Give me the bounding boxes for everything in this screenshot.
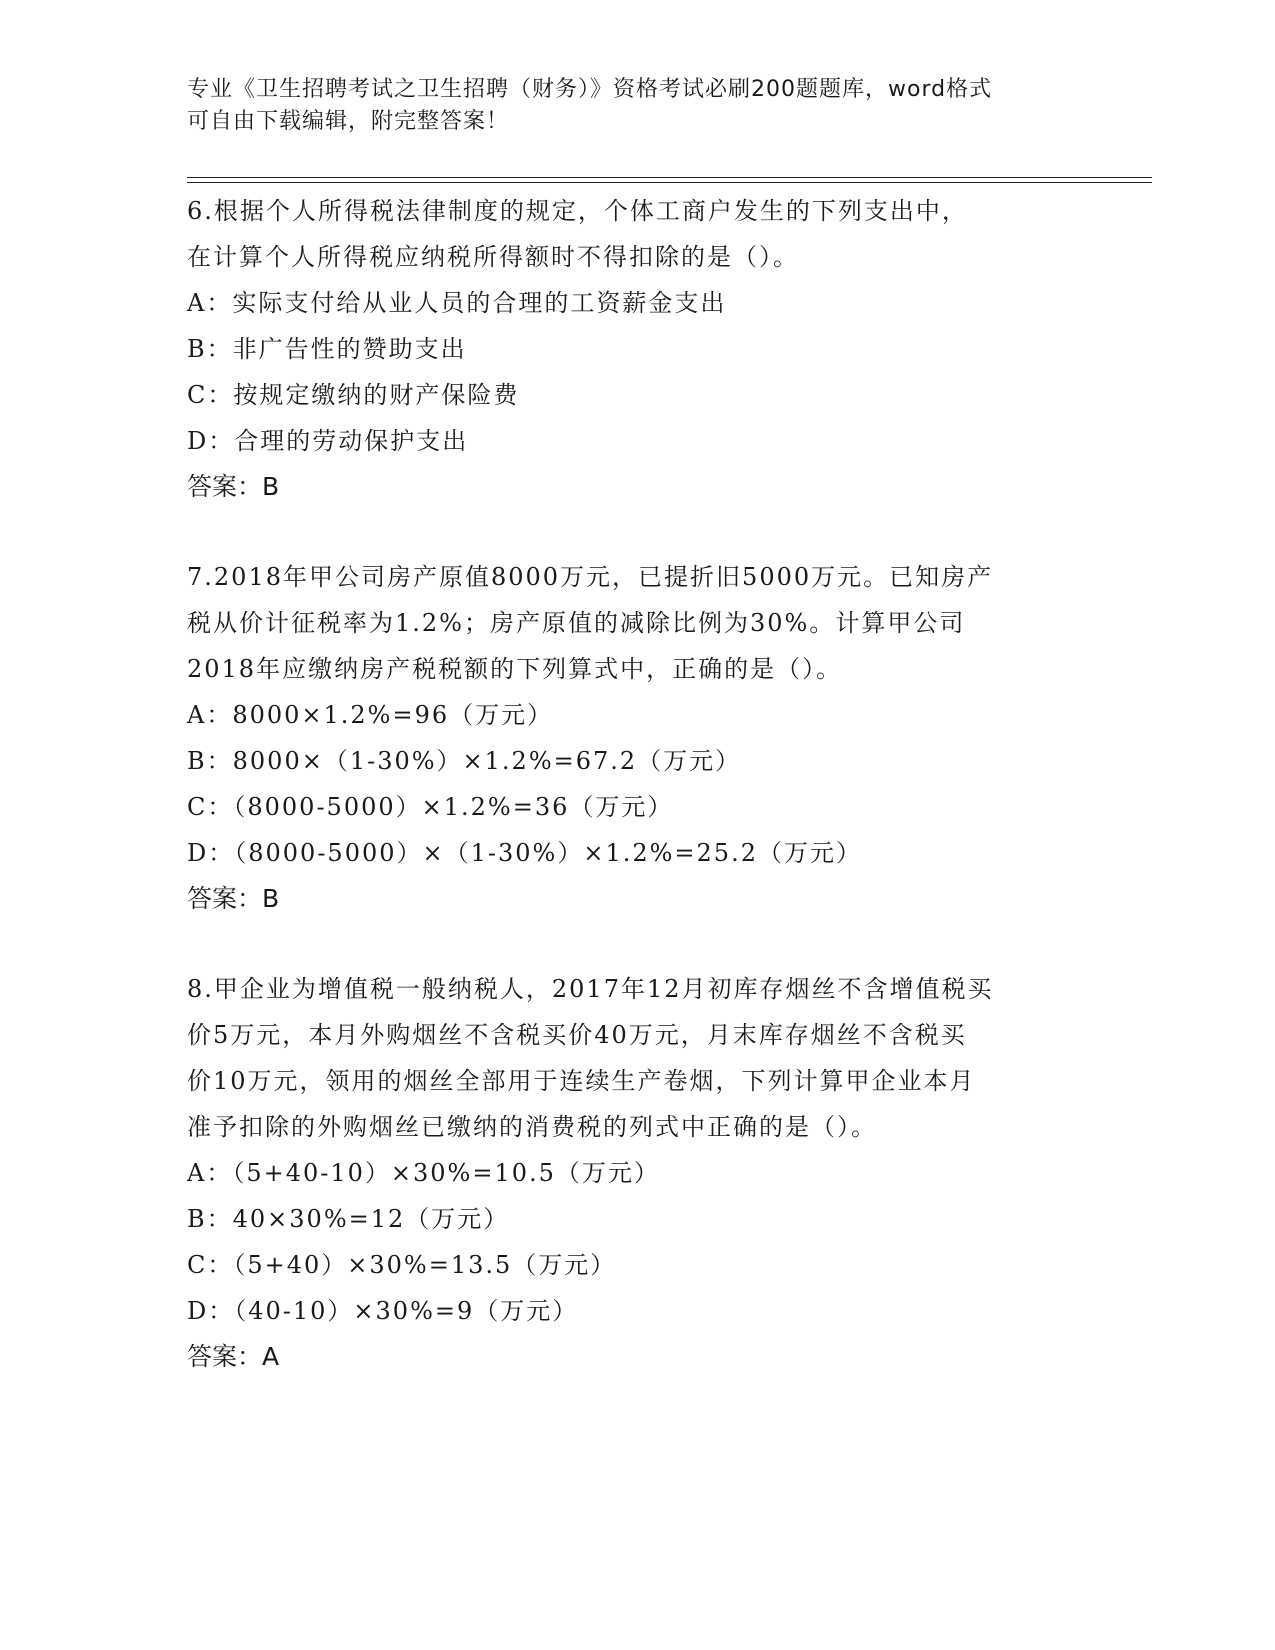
header-divider-bottom (187, 182, 1152, 183)
question-stem-line: 6.根据个人所得税法律制度的规定，个体工商户发生的下列支出中， (187, 197, 968, 225)
option-a: A：8000×1.2%=96（万元） (187, 701, 554, 729)
option-d: D：（8000-5000）×（1-30%）×1.2%=25.2（万元） (187, 839, 862, 867)
question-7 (187, 554, 1087, 922)
question-6 (187, 188, 1087, 510)
option-a: A：实际支付给从业人员的合理的工资薪金支出 (187, 289, 727, 317)
question-stem-line: 税从价计征税率为1.2%；房产原值的减除比例为30%。计算甲公司 (187, 609, 966, 637)
document-header (187, 74, 1087, 138)
question-stem-line: 7.2018年甲公司房产原值8000万元，已提折旧5000万元。已知房产 (187, 563, 994, 591)
option-b: B：8000×（1-30%）×1.2%=67.2（万元） (187, 747, 742, 775)
answer-line: 答案：B (187, 472, 280, 501)
option-b: B：40×30%=12（万元） (187, 1205, 510, 1233)
question-8 (187, 966, 1087, 1380)
header-divider-top (187, 177, 1152, 178)
answer-line: 答案：B (187, 884, 280, 913)
answer-line: 答案：A (187, 1342, 280, 1371)
question-stem-line: 价5万元，本月外购烟丝不含税买价40万元，月末库存烟丝不含税买 (187, 1021, 967, 1049)
option-d: D：（40-10）×30%=9（万元） (187, 1297, 579, 1325)
question-stem-line: 准予扣除的外购烟丝已缴纳的消费税的列式中正确的是（）。 (187, 1113, 877, 1141)
question-stem-line: 价10万元，领用的烟丝全部用于连续生产卷烟，下列计算甲企业本月 (187, 1067, 976, 1095)
question-stem-line: 8.甲企业为增值税一般纳税人，2017年12月初库存烟丝不含增值税买 (187, 975, 994, 1003)
header-line-2: 可自由下载编辑，附完整答案！ (187, 109, 510, 134)
option-c: C：（8000-5000）×1.2%=36（万元） (187, 793, 674, 821)
option-d: D：合理的劳动保护支出 (187, 427, 469, 455)
header-line-1: 专业《卫生招聘考试之卫生招聘（财务）》资格考试必刷200题题库，word格式 (187, 77, 993, 102)
question-stem-line: 2018年应缴纳房产税税额的下列算式中，正确的是（）。 (187, 655, 843, 683)
option-c: C：（5+40）×30%=13.5（万元） (187, 1251, 617, 1279)
option-a: A：（5+40-10）×30%=10.5（万元） (187, 1159, 660, 1187)
option-c: C：按规定缴纳的财产保险费 (187, 381, 520, 409)
question-stem-line: 在计算个人所得税应纳税所得额时不得扣除的是（）。 (187, 243, 799, 271)
option-b: B：非广告性的赞助支出 (187, 335, 467, 363)
